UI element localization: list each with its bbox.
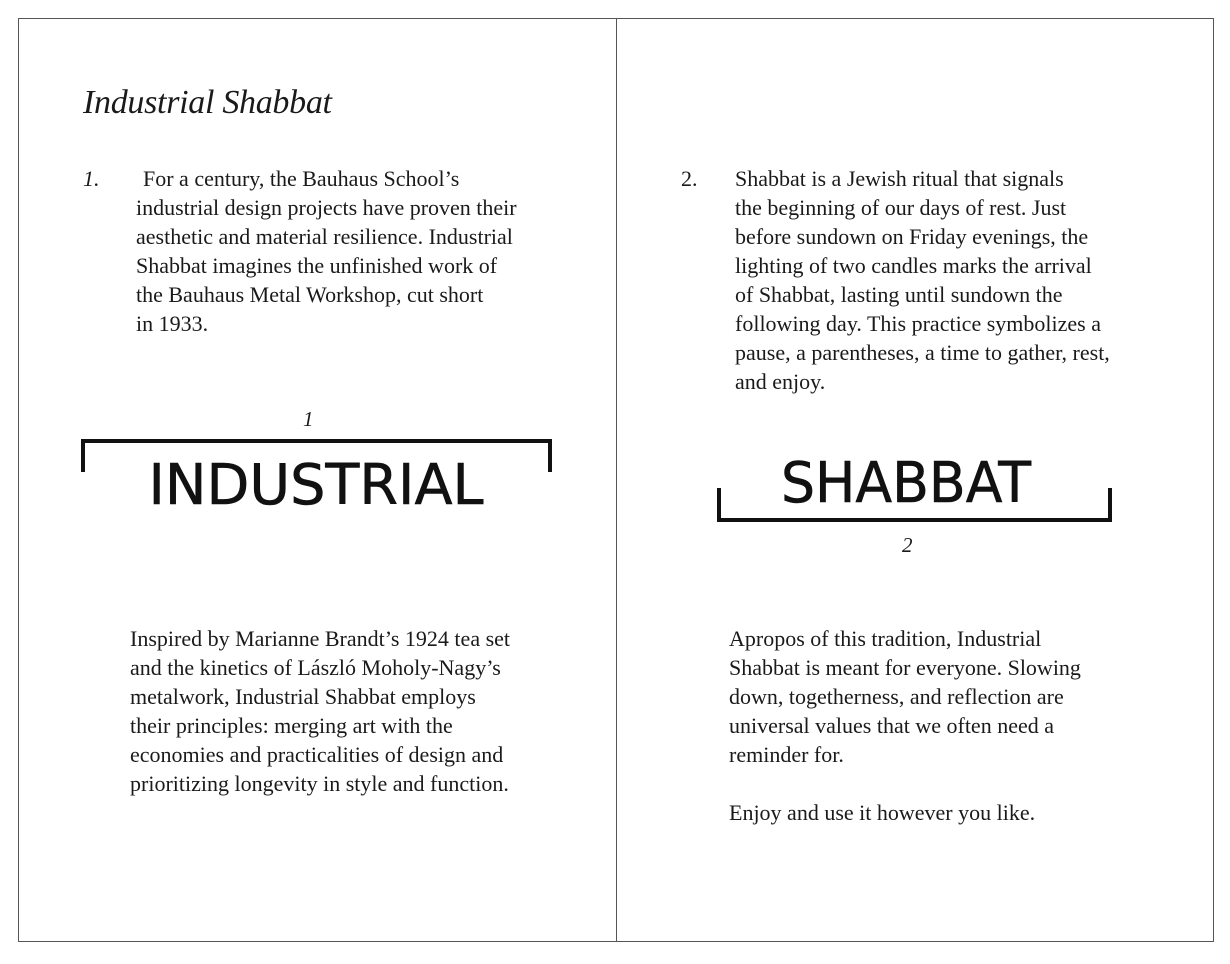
left-body-paragraph: Inspired by Marianne Brandt’s 1924 tea set and the kinetics of László Moholy-Nagy’s metalwork, Industrial Shabbat employs their principles: merging art with the economies and practicalities of design and prioritizing longevity in style and function.: [130, 626, 511, 796]
industrial-bracket-figure: [80, 436, 554, 516]
left-section-number: 1.: [83, 166, 100, 191]
figure-label-2: 2: [902, 533, 913, 557]
right-section-number: 2.: [681, 166, 698, 191]
figure-label-1: 1: [303, 407, 314, 431]
right-intro-paragraph: Shabbat is a Jewish ritual that signals the beginning of our days of rest. Just before sundown on Friday evenings, the lighting of two candles marks the arrival of Shabbat, lasting until sundown the following day. This practice symbolizes a pause, a parentheses, a time to gather, rest, and enjoy.: [735, 166, 1110, 394]
shabbat-handwritten-word: SHABBAT: [781, 451, 1032, 516]
page-divider: [616, 18, 617, 942]
document-title: Industrial Shabbat: [83, 84, 332, 121]
right-body-paragraph: Apropos of this tradition, Industrial Shabbat is meant for everyone. Slowing down, togetherness, and reflection are universal values that we often need a reminder for. Enjoy and use it however you like.: [729, 626, 1081, 825]
shabbat-bracket-figure: [716, 448, 1114, 526]
industrial-handwritten-word: INDUSTRIAL: [148, 453, 484, 518]
left-intro-paragraph: For a century, the Bauhaus School’s industrial design projects have proven their aesthetic and material resilience. Industrial Shabbat imagines the unfinished work of the Bauhaus Metal Workshop, cut short in 1933.: [136, 166, 517, 336]
